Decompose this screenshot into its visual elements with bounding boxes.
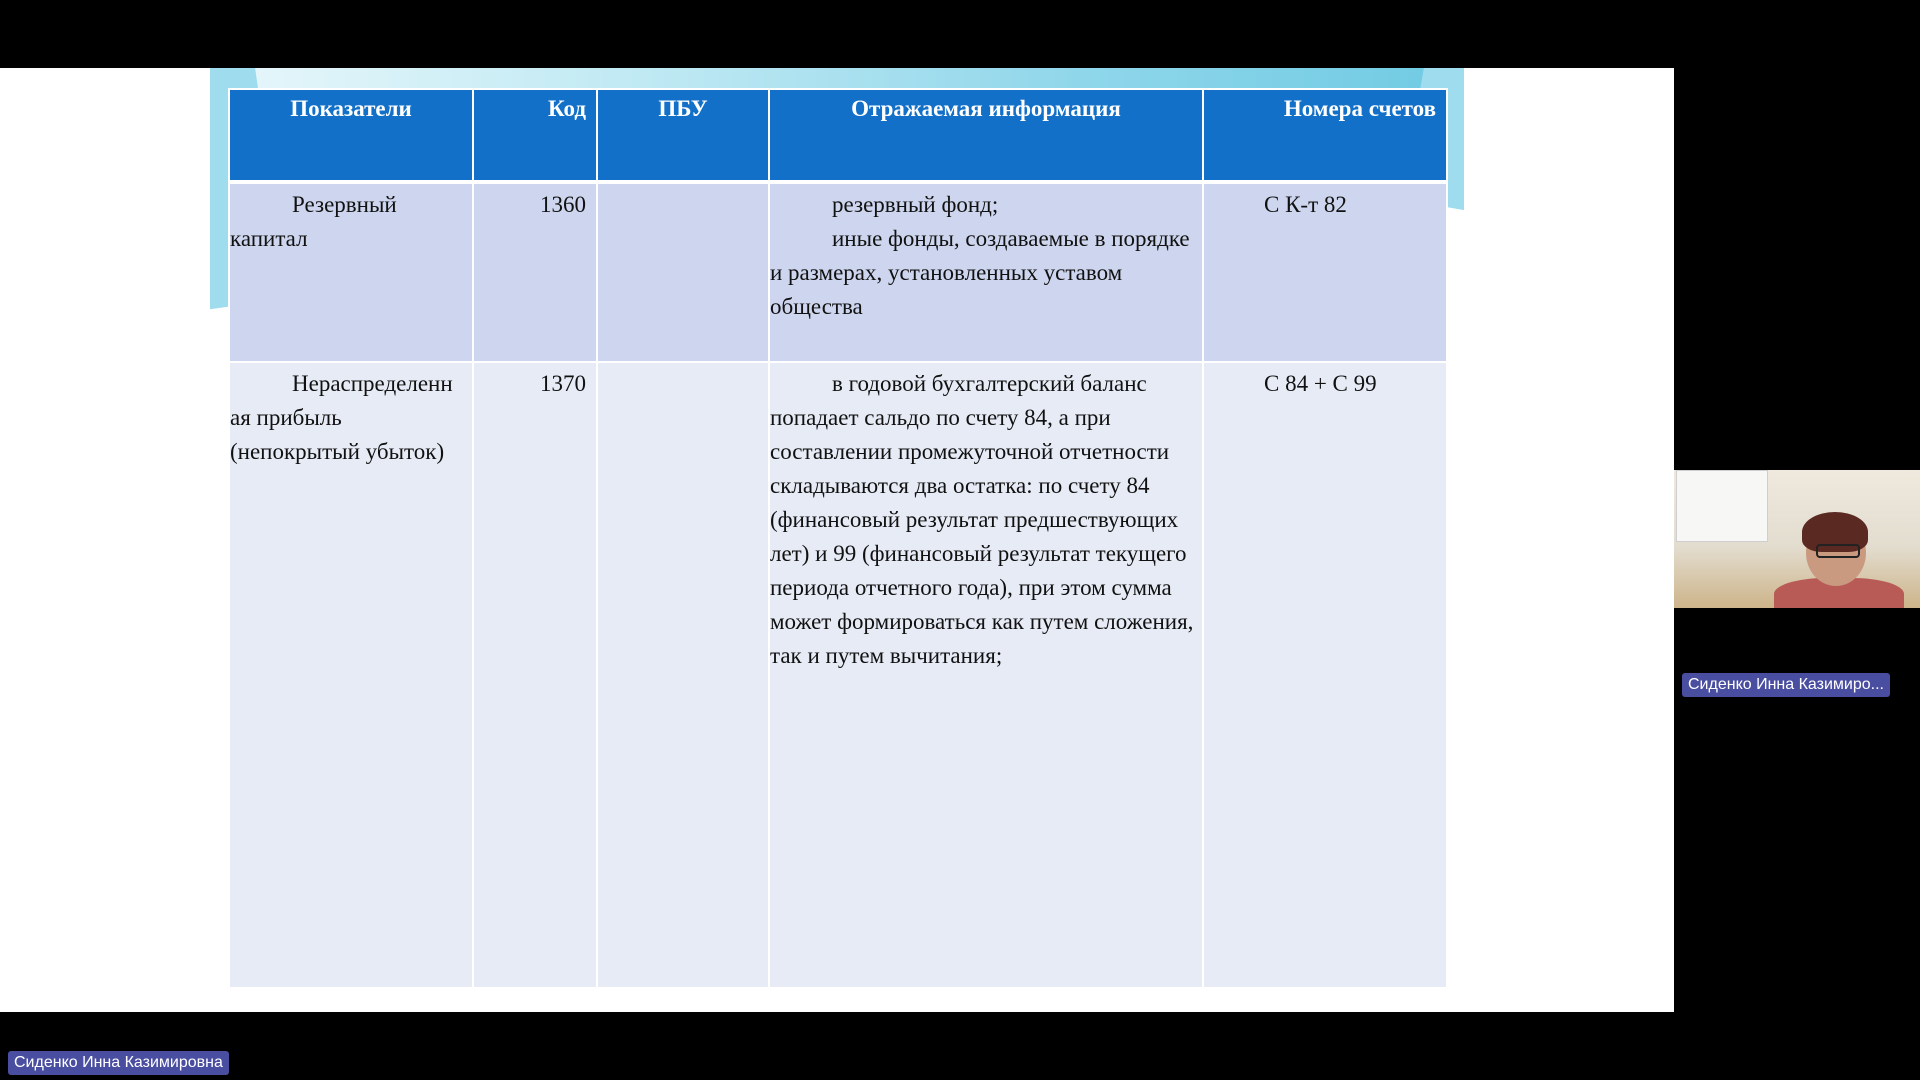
- presenter-name-label: Сиденко Инна Казимировна: [8, 1051, 229, 1075]
- indicator-cell: [229, 182, 473, 362]
- pbu-cell: [597, 362, 769, 987]
- participant-glasses: [1816, 544, 1860, 558]
- header-indicators: Показатели: [229, 89, 473, 182]
- header-accounts: Номера счетов: [1203, 89, 1447, 182]
- header-info: Отражаемая информация: [769, 89, 1203, 182]
- code-cell: 1360: [473, 182, 597, 362]
- header-pbu: ПБУ: [597, 89, 769, 182]
- indicator-cell: [229, 362, 473, 987]
- info-paragraph-2: иные фонды, создаваемые в порядке и размерах, установленных уставом общества: [770, 226, 1190, 319]
- info-paragraph-1: резервный фонд;: [832, 192, 999, 217]
- whiteboard-background: [1676, 470, 1768, 542]
- balance-table: [228, 88, 1448, 987]
- indicator-text-line2: ая прибыль (непокрытый убыток): [230, 405, 445, 464]
- participant-video[interactable]: [1674, 470, 1920, 608]
- info-cell: [769, 362, 1203, 987]
- presentation-slide: [210, 68, 1464, 1012]
- indicator-text-line1: Нераспределенн: [292, 371, 453, 396]
- shared-screen: [0, 68, 1674, 1012]
- table-row: [229, 182, 1447, 362]
- indicator-text-line2: капитал: [230, 226, 308, 251]
- table-row: [229, 362, 1447, 987]
- header-code: Код: [473, 89, 597, 182]
- accounts-cell: С К-т 82: [1203, 182, 1447, 362]
- video-name-label: Сиденко Инна Казимиро...: [1682, 673, 1890, 697]
- pbu-cell: [597, 182, 769, 362]
- table-header-row: [229, 89, 1447, 182]
- info-cell: [769, 182, 1203, 362]
- code-cell: 1370: [473, 362, 597, 987]
- indicator-text-line1: Резервный: [292, 192, 397, 217]
- accounts-cell: С 84 + С 99: [1203, 362, 1447, 987]
- info-paragraph-1: в годовой бухгалтерский баланс попадает сальдо по счету 84, а при составлении промежуточной отчетности складываются два остатка: по счету 84 (финансовый результат предшествующих лет) и 99 (финансовый результат текущего периода отчетного года), при этом сумма может формироваться как путем сложения, так и путем вычитания;: [770, 371, 1194, 668]
